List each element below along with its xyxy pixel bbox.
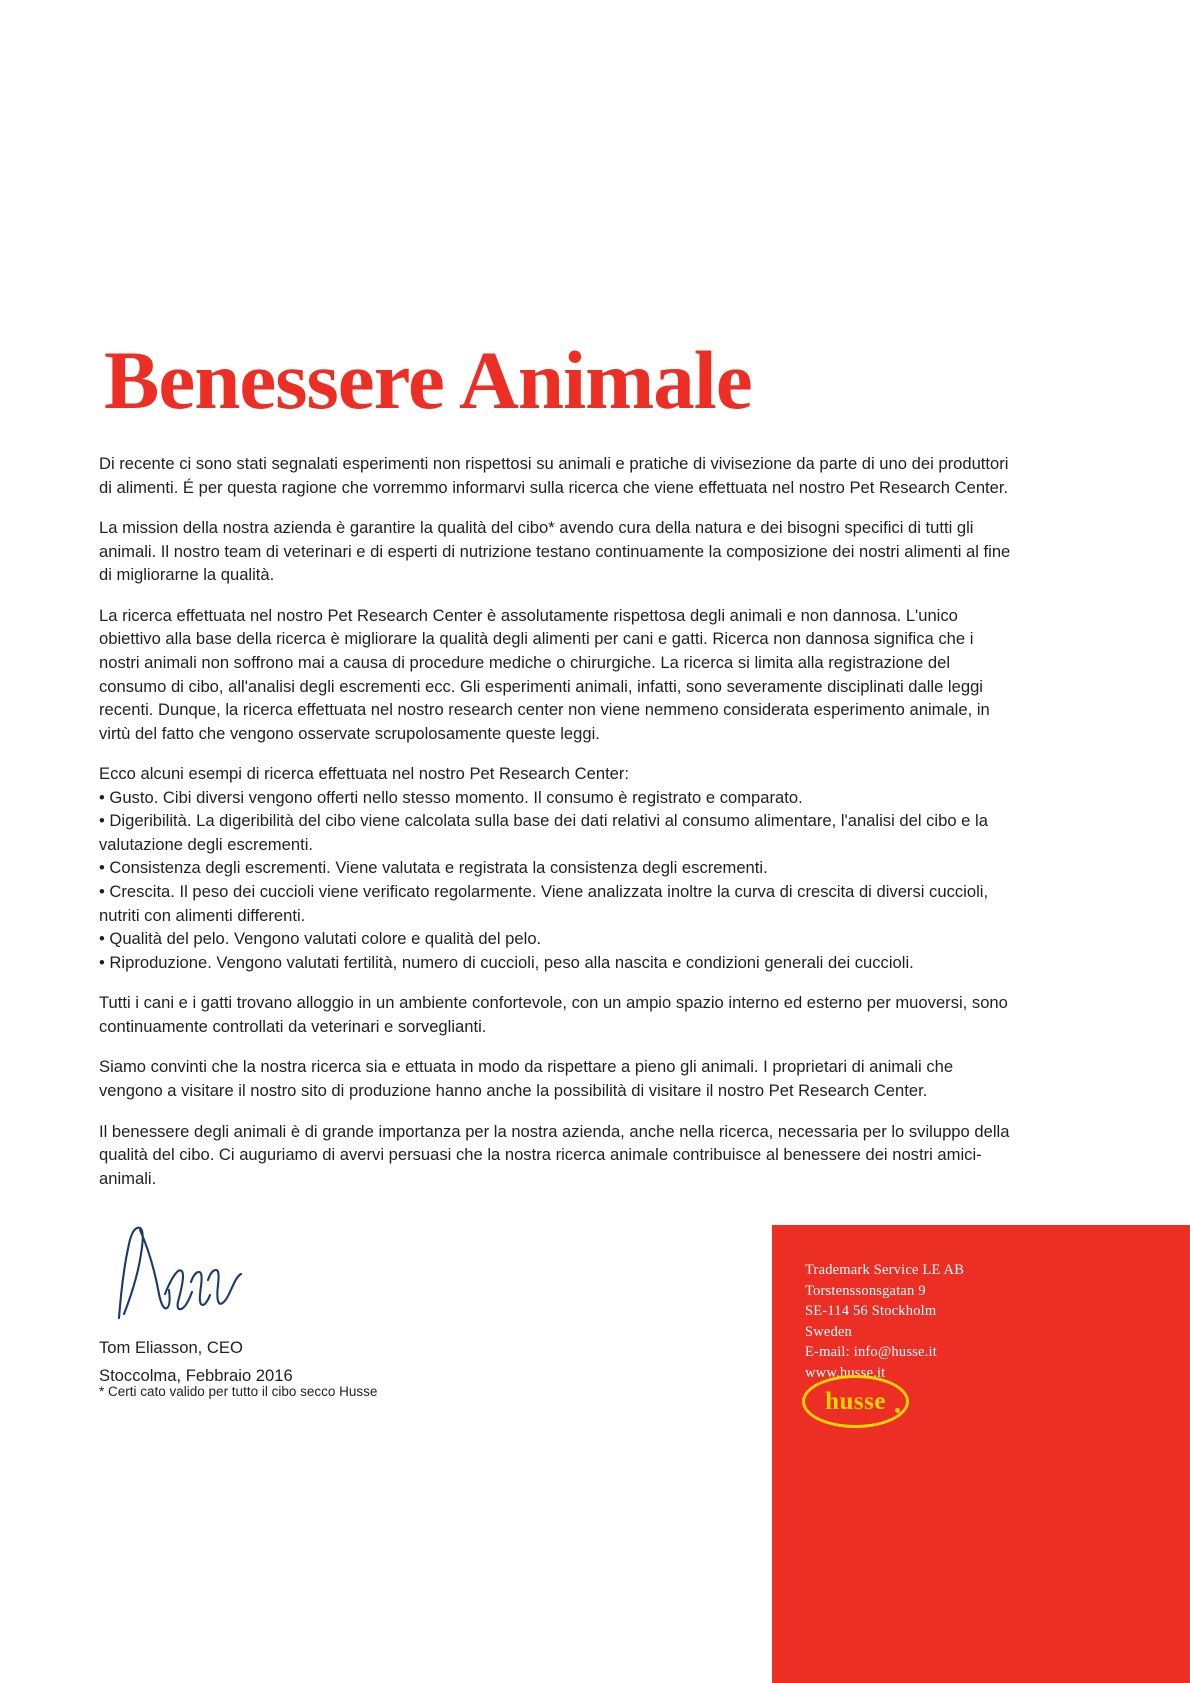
husse-logo	[802, 1375, 909, 1428]
page-title: Benessere Animale	[104, 333, 752, 426]
address-line: Trademark Service LE AB	[805, 1262, 965, 1278]
list-item: • Riproduzione. Vengono valutati fertilità, numero di cuccioli, peso alla nascita e condizioni generali dei cuccioli.	[99, 952, 914, 972]
list-intro: Ecco alcuni esempi di ricerca effettuata nel nostro Pet Research Center:	[99, 764, 630, 784]
paragraph-3: La ricerca effettuata nel nostro Pet Research Center è assolutamente rispettosa degli animali e non dannosa. L'unico obiettivo alla base della ricerca è migliorare la qualità degli alimenti per cani e gatti. Ricerca non dannosa significa che i nostri animali non soffrono mai a causa di procedure mediche o chirurgiche. La ricerca si limita alla registrazione del consumo di cibo, all'analisi degli escrementi ecc. Gli esperimenti animali, infatti, sono severamente disciplinati dalle leggi recenti. Dunque, la ricerca effettuata nel nostro research center non viene nemmeno considerata esperimento animale, in virtù del fatto che vengono osservate scrupolosamente queste leggi.	[99, 605, 990, 743]
document-body	[99, 452, 1011, 1190]
list-item: • Consistenza degli escrementi. Viene valutata e registrata la consistenza degli escrementi.	[99, 858, 768, 878]
contact-email[interactable]: E-mail: info@husse.it	[805, 1344, 937, 1361]
paragraph-2: La mission della nostra azienda è garantire la qualità del cibo* avendo cura della natura e dei bisogni specifici di tutti gli animali. Il nostro team di veterinari e di esperti di nutrizione testano continuamente la composizione dei nostri alimenti al fine di migliorarne la qualità.	[99, 518, 1011, 585]
contact-website[interactable]: www.husse.it	[805, 1364, 886, 1381]
footnote: * Certi cato valido per tutto il cibo secco Husse	[99, 1384, 378, 1399]
address-line: Torstenssonsgatan 9	[805, 1282, 926, 1299]
signature-name: Tom Eliasson, CEO	[99, 1338, 243, 1357]
paragraph-6: Il benessere degli animali è di grande importanza per la nostra azienda, anche nella ricerca, necessaria per lo sviluppo della qualità del cibo. Ci auguriamo di avervi persuasi che la nostra ricerca animale contribuisce al benessere dei nostri amici-animali.	[99, 1121, 1010, 1188]
logo-dot-icon	[895, 1408, 900, 1413]
address-line: SE-114 56 Stockholm	[805, 1303, 937, 1320]
list-item: • Qualità del pelo. Vengono valutati colore e qualità del pelo.	[99, 929, 542, 949]
contact-address	[805, 1260, 964, 1383]
address-line: Sweden	[805, 1323, 853, 1340]
research-examples-list	[99, 762, 1011, 974]
paragraph-5: Siamo convinti che la nostra ricerca sia e ettuata in modo da rispettare a pieno gli animali. I proprietari di animali che vengono a visitare il nostro sito di produzione hanno anche la possibilità di visitare il nostro Pet Research Center.	[99, 1057, 954, 1100]
contact-block	[772, 1225, 1190, 1683]
paragraph-1: Di recente ci sono stati segnalati esperimenti non rispettosi su animali e pratiche di vivisezione da parte di uno dei produttori di alimenti. É per questa ragione che vorremmo informarvi sulla ricerca che viene effettuata nel nostro Pet Research Center.	[99, 454, 1009, 497]
list-item: • Gusto. Cibi diversi vengono offerti nello stesso momento. Il consumo è registrato e comparato.	[99, 787, 803, 807]
signature-place: Stoccolma, Febbraio 2016	[99, 1365, 293, 1385]
handwritten-signature-icon	[107, 1222, 257, 1327]
signature-area	[99, 1222, 519, 1387]
list-item: • Crescita. Il peso dei cuccioli viene verificato regolarmente. Viene analizzata inoltre la curva di crescita di diversi cuccioli, nutriti con alimenti differenti.	[99, 882, 989, 925]
paragraph-4: Tutti i cani e i gatti trovano alloggio in un ambiente confortevole, con un ampio spazio interno ed esterno per muoversi, sono continuamente controllati da veterinari e sorveglianti.	[99, 993, 1008, 1036]
list-item: • Digeribilità. La digeribilità del cibo viene calcolata sulla base dei dati relativi al consumo alimentare, l'analisi del cibo e la valutazione degli escrementi.	[99, 811, 988, 854]
logo-text: husse	[825, 1387, 886, 1415]
